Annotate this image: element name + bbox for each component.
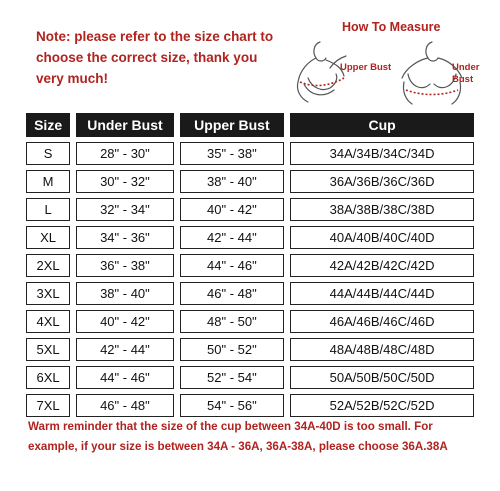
upper-bust-cell: 40" - 42" [180, 198, 284, 221]
table-row [26, 366, 474, 389]
upper-bust-cell: 35" - 38" [180, 142, 284, 165]
table-row [26, 338, 474, 361]
table-row [26, 394, 474, 417]
how-to-measure-title: How To Measure [342, 20, 441, 34]
header-cup: Cup [290, 113, 474, 137]
size-cell: 7XL [26, 394, 70, 417]
table-row [26, 170, 474, 193]
size-cell: M [26, 170, 70, 193]
under-bust-cell: 36" - 38" [76, 254, 173, 277]
upper-bust-cell: 50" - 52" [180, 338, 284, 361]
under-bust-label: Under Bust [452, 62, 480, 85]
upper-bust-cell: 44" - 46" [180, 254, 284, 277]
table-row [26, 310, 474, 333]
under-bust-cell: 28" - 30" [76, 142, 173, 165]
upper-bust-cell: 46" - 48" [180, 282, 284, 305]
upper-bust-cell: 54" - 56" [180, 394, 284, 417]
cup-cell: 42A/42B/42C/42D [290, 254, 474, 277]
under-bust-cell: 34" - 36" [76, 226, 173, 249]
table-row [26, 282, 474, 305]
size-cell: L [26, 198, 70, 221]
table-header-row [26, 113, 474, 137]
table-row [26, 142, 474, 165]
cup-cell: 36A/36B/36C/36D [290, 170, 474, 193]
cup-cell: 46A/46B/46C/46D [290, 310, 474, 333]
cup-cell: 52A/52B/52C/52D [290, 394, 474, 417]
under-bust-cell: 30" - 32" [76, 170, 173, 193]
upper-bust-cell: 42" - 44" [180, 226, 284, 249]
size-cell: S [26, 142, 70, 165]
under-bust-cell: 44" - 46" [76, 366, 173, 389]
under-bust-cell: 38" - 40" [76, 282, 173, 305]
header-size: Size [26, 113, 70, 137]
under-bust-cell: 40" - 42" [76, 310, 173, 333]
table-row [26, 226, 474, 249]
cup-cell: 50A/50B/50C/50D [290, 366, 474, 389]
size-note: Note: please refer to the size chart to choose the correct size, thank you very much! [36, 29, 274, 86]
under-bust-cell: 42" - 44" [76, 338, 173, 361]
upper-bust-cell: 38" - 40" [180, 170, 284, 193]
warm-reminder: Warm reminder that the size of the cup between 34A-40D is too small. For example, if your size is between 34A - 36A, 36A-38A, please choose 36A.38A [28, 420, 448, 453]
size-cell: 2XL [26, 254, 70, 277]
cup-cell: 34A/34B/34C/34D [290, 142, 474, 165]
size-cell: 6XL [26, 366, 70, 389]
size-cell: 3XL [26, 282, 70, 305]
size-chart-table [20, 108, 480, 422]
upper-bust-label: Upper Bust [340, 62, 392, 73]
under-bust-cell: 32" - 34" [76, 198, 173, 221]
size-cell: 4XL [26, 310, 70, 333]
upper-bust-cell: 48" - 50" [180, 310, 284, 333]
under-bust-cell: 46" - 48" [76, 394, 173, 417]
size-cell: 5XL [26, 338, 70, 361]
cup-cell: 44A/44B/44C/44D [290, 282, 474, 305]
cup-cell: 48A/48B/48C/48D [290, 338, 474, 361]
header-under-bust: Under Bust [76, 113, 173, 137]
cup-cell: 40A/40B/40C/40D [290, 226, 474, 249]
size-cell: XL [26, 226, 70, 249]
table-row [26, 254, 474, 277]
table-row [26, 198, 474, 221]
header-upper-bust: Upper Bust [180, 113, 284, 137]
upper-bust-cell: 52" - 54" [180, 366, 284, 389]
cup-cell: 38A/38B/38C/38D [290, 198, 474, 221]
